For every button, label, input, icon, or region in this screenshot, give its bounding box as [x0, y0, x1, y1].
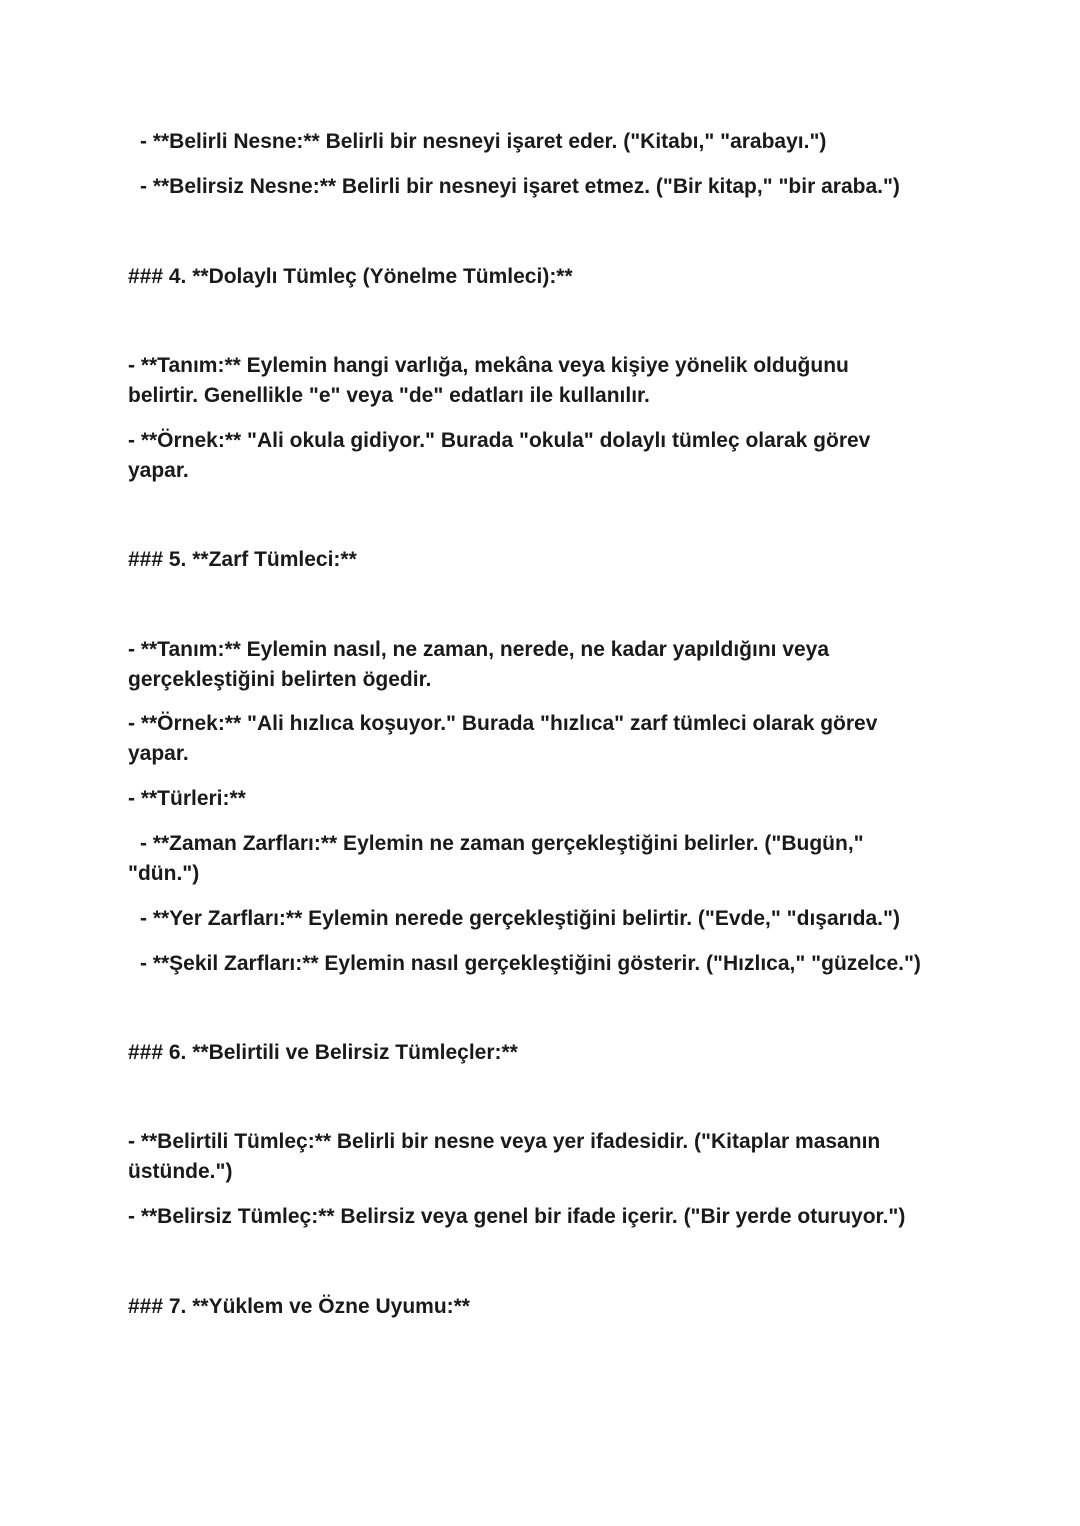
bullet-ornek-line-2: yapar.: [128, 459, 189, 482]
sub-bullet-zaman-line-1: - **Zaman Zarfları:** Eylemin ne zaman gerçekleştiğini belirler. ("Bugün,": [140, 832, 864, 855]
sub-bullet-zaman-line-2: "dün."): [128, 862, 200, 885]
bullet-belirtili-line-1: - **Belirtili Tümleç:** Belirli bir nesne veya yer ifadesidir. ("Kitaplar masanın: [128, 1130, 881, 1153]
bullet-tanim-line-1: - **Tanım:** Eylemin hangi varlığa, mekâna veya kişiye yönelik olduğunu: [128, 354, 849, 377]
bullet-belirsiz-tumlec: - **Belirsiz Tümleç:** Belirsiz veya genel bir ifade içerir. ("Bir yerde oturuyor."): [128, 1205, 906, 1228]
bullet-belirtili-line-2: üstünde."): [128, 1160, 233, 1183]
heading-yuklem-ozne: ### 7. **Yüklem ve Özne Uyumu:**: [128, 1295, 470, 1318]
sub-bullet-belirli-nesne: - **Belirli Nesne:** Belirli bir nesneyi işaret eder. ("Kitabı," "arabayı."): [140, 130, 827, 153]
bullet-zarf-ornek-line-2: yapar.: [128, 742, 189, 765]
bullet-zarf-tanim-line-1: - **Tanım:** Eylemin nasıl, ne zaman, nerede, ne kadar yapıldığını veya: [128, 638, 830, 661]
heading-dolayli-tumlec: ### 4. **Dolaylı Tümleç (Yönelme Tümleci):**: [128, 265, 573, 288]
bullet-turleri: - **Türleri:**: [128, 787, 246, 810]
heading-belirtili-belirsiz: ### 6. **Belirtili ve Belirsiz Tümleçler:**: [128, 1041, 518, 1064]
heading-zarf-tumleci: ### 5. **Zarf Tümleci:**: [128, 548, 357, 571]
bullet-ornek-line-1: - **Örnek:** "Ali okula gidiyor." Burada "okula" dolaylı tümleç olarak görev: [128, 429, 871, 452]
bullet-zarf-ornek-line-1: - **Örnek:** "Ali hızlıca koşuyor." Burada "hızlıca" zarf tümleci olarak görev: [128, 712, 878, 735]
sub-bullet-sekil: - **Şekil Zarfları:** Eylemin nasıl gerçekleştiğini gösterir. ("Hızlıca," "güzelce."): [140, 952, 921, 975]
bullet-zarf-tanim-line-2: gerçekleştiğini belirten ögedir.: [128, 668, 432, 691]
sub-bullet-yer: - **Yer Zarfları:** Eylemin nerede gerçekleştiğini belirtir. ("Evde," "dışarıda."): [140, 907, 900, 930]
bullet-tanim-line-2: belirtir. Genellikle "e" veya "de" edatları ile kullanılır.: [128, 384, 650, 407]
sub-bullet-belirsiz-nesne: - **Belirsiz Nesne:** Belirli bir nesneyi işaret etmez. ("Bir kitap," "bir araba."): [140, 175, 900, 198]
